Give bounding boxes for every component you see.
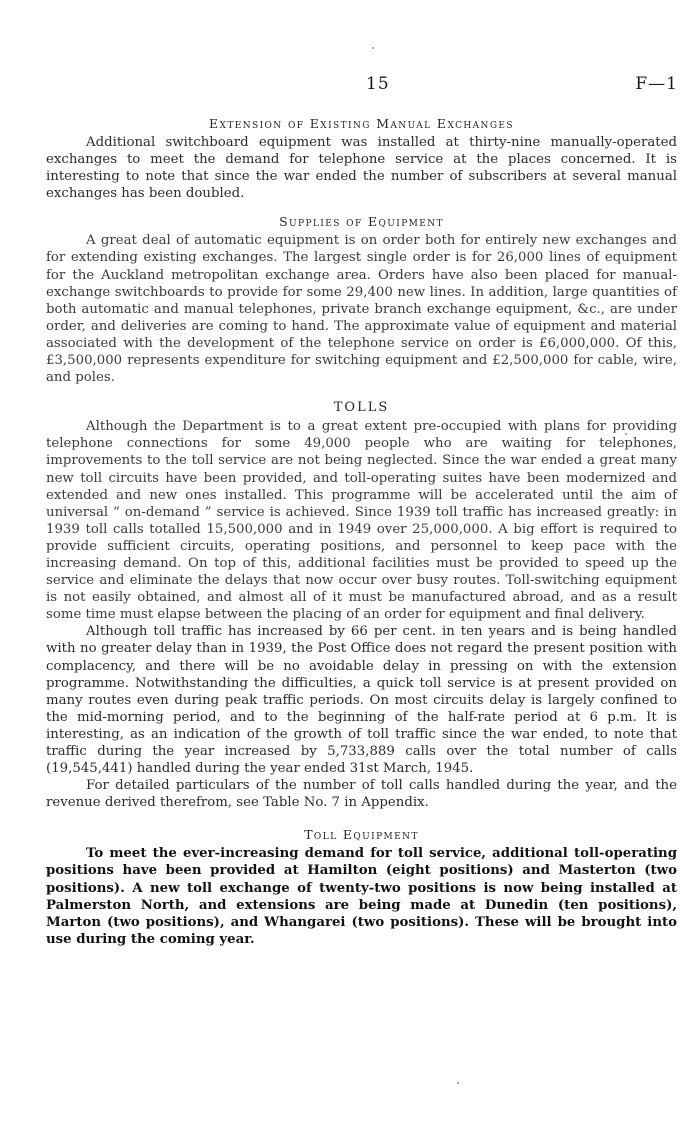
section-toll-equipment: [46, 827, 677, 948]
body-paragraph: Although the Department is to a great extent pre-occupied with plans for providing telephone connections for some 49,000 people who are waiting for telephones, improvements to the toll service are not being neglected. Since the war ended a great many new toll circuits have been provided, and toll-operating suites have been modernized and extended and new ones installed. This programme will be accelerated until the aim of universal “ on-demand ” service is achieved. Since 1939 toll traffic has increased greatly: in 1939 toll calls totalled 15,500,000 and in 1949 over 25,000,000. A big effort is required to provide sufficient circuits, operating positions, and personnel to keep pace with the increasing demand. On top of this, additional facilities must be provided to speed up the service and eliminate the delays that now occur over busy routes. Toll-switching equipment is not easily obtained, and almost all of it must be manufactured abroad, and as a result some time must elapse between the placing of an order for equipment and final delivery.: [46, 419, 677, 623]
section-tolls: [46, 400, 677, 811]
scan-speck: [457, 1082, 459, 1084]
scan-speck: [372, 47, 374, 49]
section-heading: Supplies of Equipment: [279, 214, 444, 230]
section-supplies-of-equipment: [46, 214, 677, 386]
document-code: F—1: [635, 74, 678, 94]
section-heading: TOLLS: [333, 400, 390, 416]
page-number: 15: [366, 74, 390, 94]
body-paragraph: Although toll traffic has increased by 66 per cent. in ten years and is being handled with no greater delay than in 1939, the Post Office does not regard the present position with complacency, and there will be no avoidable delay in pressing on with the extension programme. Notwithstanding the difficulties, a quick toll service is at present provided on many routes even during peak traffic periods. On most circuits delay is largely confined to the mid-morning period, and to the beginning of the half-rate period at 6 p.m. It is interesting, as an indication of the growth of toll traffic since the war ended, to note that traffic during the year increased by 5,733,889 calls over the total number of calls (19,545,441) handled during the year ended 31st March, 1945.: [46, 624, 677, 777]
body-paragraph: Additional switchboard equipment was installed at thirty-nine manually-operated exchanges to meet the demand for telephone service at the places concerned. It is interesting to note that since the war ended the number of subscribers at several manual exchanges has been doubled.: [46, 135, 677, 202]
page-content: [46, 116, 677, 948]
section-heading: Toll Equipment: [304, 827, 419, 843]
body-paragraph: To meet the ever-increasing demand for toll service, additional toll-operating positions have been provided at Hamilton (eight positions) and Masterton (two positions). A new toll exchange of twenty-two positions is now being installed at Palmerston North, and extensions are being made at Dunedin (ten positions), Marton (two positions), and Whangarei (two positions). These will be brought into use during the coming year.: [46, 846, 677, 947]
section-extension-manual-exchanges: [46, 116, 677, 202]
section-heading: Extension of Existing Manual Exchanges: [209, 116, 514, 131]
body-paragraph: For detailed particulars of the number of toll calls handled during the year, and the revenue derived therefrom, see Table No. 7 in Appendix.: [46, 778, 677, 811]
body-paragraph: A great deal of automatic equipment is on order both for entirely new exchanges and for extending existing exchanges. The largest single order is for 26,000 lines of equipment for the Auckland metropolitan exchange area. Orders have also been placed for manual-exchange switchboards to provide for some 29,400 new lines. In addition, large quantities of both automatic and manual telephones, private branch exchange equipment, &c., are under order, and deliveries are coming to hand. The approximate value of equipment and material associated with the development of the telephone service on order is £6,000,000. Of this, £3,500,000 represents expenditure for switching equipment and £2,500,000 for cable, wire, and poles.: [46, 233, 677, 386]
page-header: [0, 74, 700, 98]
